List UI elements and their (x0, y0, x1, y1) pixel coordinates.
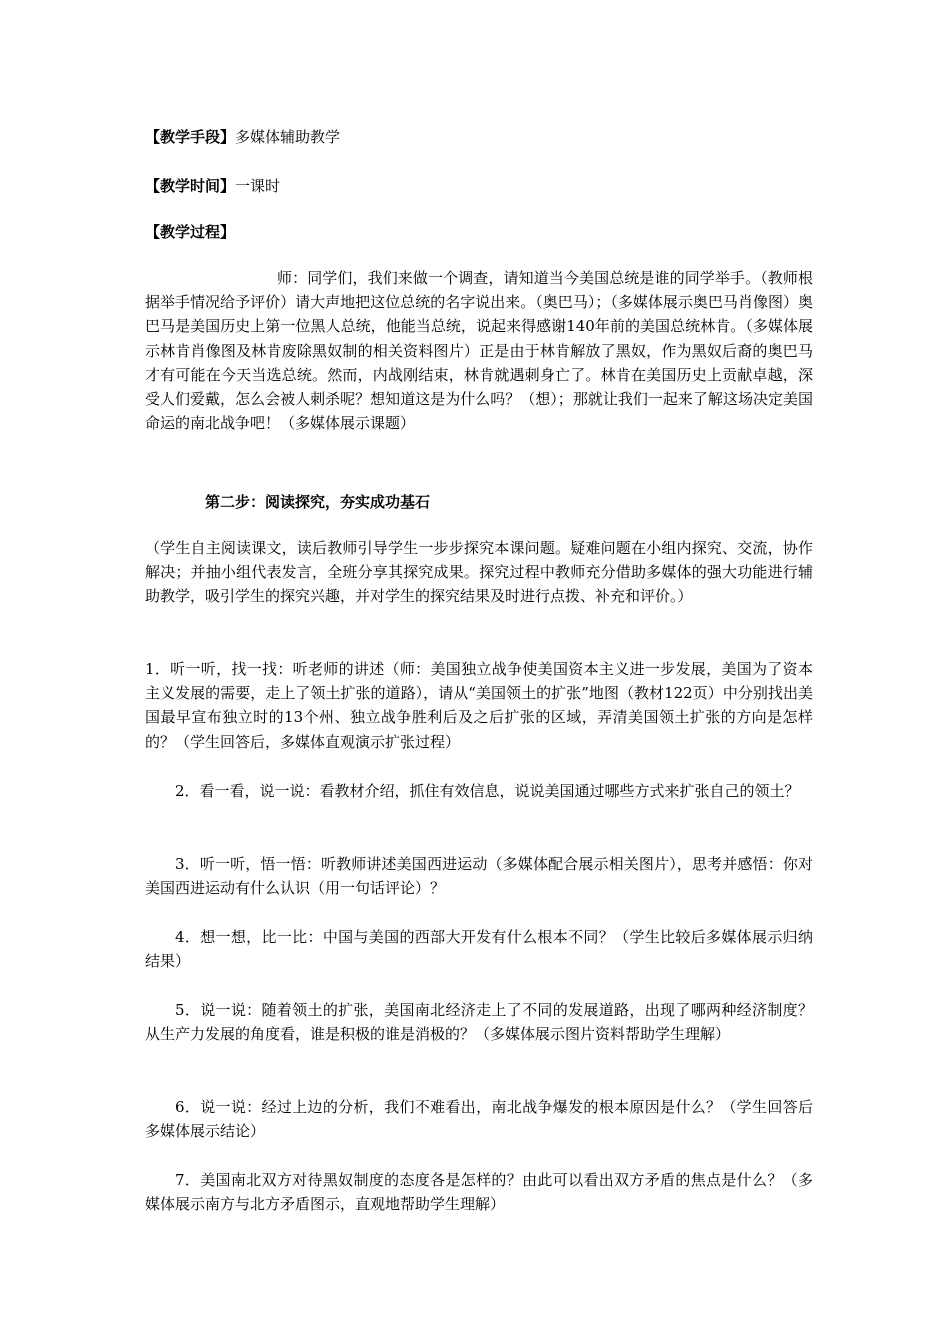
item-6: 6．说一说：经过上边的分析，我们不难看出，南北战争爆发的根本原因是什么？（学生回答后多媒体展示结论） (145, 1098, 813, 1141)
item-4: 4．想一想，比一比：中国与美国的西部大开发有什么根本不同？（学生比较后多媒体展示归纳结果） (145, 928, 813, 971)
item-5: 5．说一说：随着领土的扩张，美国南北经济走上了不同的发展道路，出现了哪两种经济制度？从生产力发展的角度看，谁是积极的谁是消极的？（多媒体展示图片资料帮助学生理解） (145, 1001, 813, 1044)
teaching-process-line (145, 220, 235, 244)
intro-paragraph: 师：同学们，我们来做一个调查，请知道当今美国总统是谁的同学举手。（教师根据举手情况给予评价）请大声地把这位总统的名字说出来。（奥巴马）；（多媒体展示奥巴马肖像图）奥巴马是美国历史上第一位黑人总统，他能当总统，说起来得感谢140年前的美国总统林肯。（多媒体展示林肯肖像图及林肯废除黑奴制的相关资料图片）正是由于林肯解放了黑奴，作为黑奴后裔的奥巴马才有可能在今天当选总统。然而，内战刚结束，林肯就遇刺身亡了。林肯在美国历史上贡献卓越，深受人们爱戴，怎么会被人刺杀呢？想知道这是为什么吗？（想）；那就让我们一起来了解这场决定美国命运的南北战争吧！（多媒体展示课题） (145, 269, 813, 433)
teaching-time-line (145, 174, 280, 198)
teaching-method-value: 多媒体辅助教学 (235, 128, 341, 146)
step2-intro-paragraph: （学生自主阅读课文，读后教师引导学生一步步探究本课问题。疑难问题在小组内探究、交流，协作解决；并抽小组代表发言，全班分享其探究成果。探究过程中教师充分借助多媒体的强大功能进行辅助教学，吸引学生的探究兴趣，并对学生的探究结果及时进行点拨、补充和评价。） (145, 539, 813, 606)
teaching-time-value: 一课时 (235, 177, 281, 195)
item-2: 2．看一看，说一说：看教材介绍，抓住有效信息，说说美国通过哪些方式来扩张自己的领土？ (175, 782, 800, 800)
teaching-method-line (145, 125, 340, 149)
teaching-method-label: 【教学手段】 (145, 128, 236, 146)
step2-heading: 第二步：阅读探究，夯实成功基石 (205, 493, 431, 511)
teaching-process-label: 【教学过程】 (145, 223, 236, 241)
teaching-time-label: 【教学时间】 (145, 177, 236, 195)
item-1: 1．听一听，找一找：听老师的讲述（师：美国独立战争使美国资本主义进一步发展，美国为了资本主义发展的需要，走上了领土扩张的道路），请从“美国领土的扩张”地图（教材122页）中分别找出美国最早宣布独立时的13个州、独立战争胜利后及之后扩张的区域，弄清美国领土扩张的方向是怎样的？（学生回答后，多媒体直观演示扩张过程） (145, 660, 813, 751)
item-3: 3．听一听，悟一悟：听教师讲述美国西进运动（多媒体配合展示相关图片），思考并感悟：你对美国西进运动有什么认识（用一句话评论）？ (145, 855, 813, 898)
item-7: 7．美国南北双方对待黑奴制度的态度各是怎样的？由此可以看出双方矛盾的焦点是什么？（多媒体展示南方与北方矛盾图示，直观地帮助学生理解） (145, 1171, 813, 1214)
